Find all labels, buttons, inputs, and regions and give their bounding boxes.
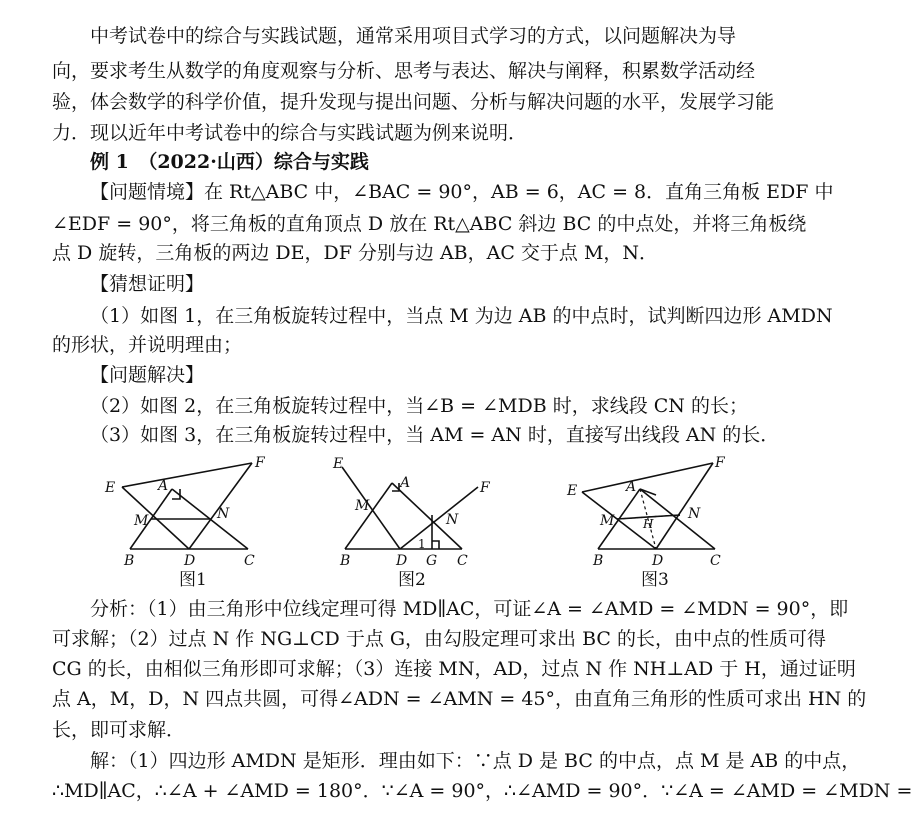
label-angle-1: 1 [418,537,426,551]
paragraph-line: 力．现以近年中考试卷中的综合与实践试题为例来说明． [52,122,528,144]
label-g: G [426,553,438,569]
paragraph-line: 点 D 旋转，三角板的两边 DE，DF 分别与边 AB，AC 交于点 M，N． [52,242,659,264]
figure-3-caption: 图3 [641,570,669,590]
solution-line: 解：（1）四边形 AMDN 是矩形．理由如下：∵点 D 是 BC 的中点，点 M 是 AB 的中点， [90,750,861,772]
label-c: C [710,553,721,569]
label-c: C [244,553,255,569]
label-f: F [255,455,265,471]
analysis-line: 分析：（1）由三角形中位线定理可得 MD∥AC，可证∠A = ∠AMD = ∠MDN = 90°，即 [90,598,849,620]
analysis-line: CG 的长，由相似三角形即可求解；（3）连接 MN，AD，过点 N 作 NH⊥AD 于 H，通过证明 [52,658,856,680]
label-d: D [184,553,196,569]
label-e: E [105,480,116,496]
paragraph-line: ∠EDF = 90°，将三角板的直角顶点 D 放在 Rt△ABC 斜边 BC 的中点处，并将三角板绕 [52,213,807,235]
label-d: D [396,553,408,569]
label-n: N [688,506,701,522]
paragraph-line: 中考试卷中的综合与实践试题，通常采用项目式学习的方式，以问题解决为导 [90,25,737,47]
label-b: B [593,553,604,569]
label-a: A [626,479,637,495]
label-e: E [333,456,344,472]
label-e: E [567,483,578,499]
example-heading: 例 1 （2022·山西）综合与实践 [90,151,369,173]
analysis-line: 点 A，M，D，N 四点共圆，可得∠ADN = ∠AMN = 45°，由直角三角形的性质可求出 HN 的 [52,688,867,710]
paragraph-line: （1）如图 1，在三角板旋转过程中，当点 M 为边 AB 的中点时，试判断四边形 AMDN [90,305,833,327]
paragraph-line: （2）如图 2，在三角板旋转过程中，当∠B = ∠MDB 时，求线段 CN 的长； [90,395,748,417]
analysis-line: 长，即可求解． [52,719,186,741]
solution-line: ∴MD∥AC，∴∠A + ∠AMD = 180°．∵∠A = 90°，∴∠AMD = 90°．∵∠A = ∠AMD = ∠MDN = [52,780,912,802]
section-heading: 【猜想证明】 [90,273,205,295]
paragraph-line: 验，体会数学的科学价值，提升发现与提出问题、分析与解决问题的水平，发展学习能 [52,91,775,113]
label-m: M [134,513,149,529]
label-c: C [457,553,468,569]
figure-2-caption: 图2 [398,570,426,590]
label-n: N [217,506,230,522]
paragraph-line: 【问题情境】在 Rt△ABC 中，∠BAC = 90°，AB = 6，AC = 8．直角三角板 EDF 中 [90,181,834,203]
label-m: M [600,513,615,529]
label-h: H [643,517,654,531]
label-f: F [480,480,490,496]
label-a: A [400,475,411,491]
label-d: D [652,553,664,569]
analysis-line: 可求解；（2）过点 N 作 NG⊥CD 于点 G，由勾股定理可求出 BC 的长，由中点的性质可得 [52,628,826,650]
section-heading: 【问题解决】 [90,364,205,386]
label-b: B [124,553,135,569]
figure-1-diagram [122,463,252,549]
label-b: B [340,553,351,569]
label-m: M [355,498,370,514]
label-f: F [715,455,725,471]
paragraph-line: 的形状，并说明理由； [52,334,243,356]
paragraph-line: 向，要求考生从数学的角度观察与分析、思考与表达、解决与阐释，积累数学活动经 [52,60,756,82]
paragraph-line: （3）如图 3，在三角板旋转过程中，当 AM = AN 时，直接写出线段 AN 的长． [90,424,780,446]
label-n: N [446,512,459,528]
label-a: A [158,478,169,494]
figure-1-caption: 图1 [179,570,207,590]
geometry-figures [0,455,800,570]
